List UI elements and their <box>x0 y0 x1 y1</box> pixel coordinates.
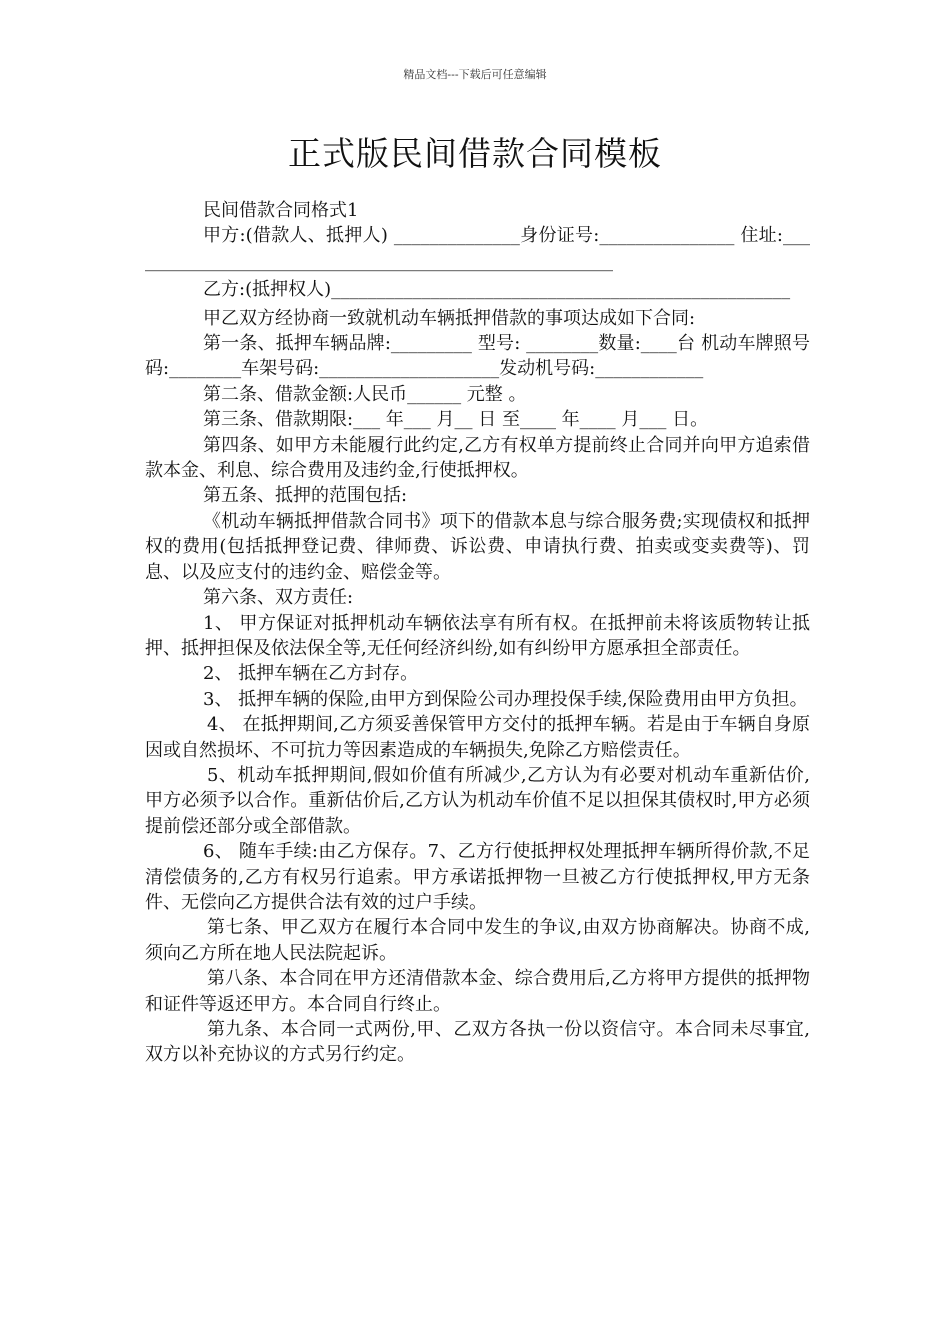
article-8: 第八条、本合同在甲方还清借款本金、综合费用后,乙方将甲方提供的抵押物和证件等返还甲方。本合同自行终止。 <box>145 968 810 1015</box>
article-6: 第六条、双方责任: <box>203 587 354 609</box>
article-1: 第一条、抵押车辆品牌:_________ 型号: ________数量:____台 机动车牌照号码:________车架号码:____________________发动机号码:____________ <box>145 333 810 380</box>
party-a-line: 甲方:(借款人、抵押人) ______________身份证号:_______________ 住址:_______________________________________________________ <box>145 225 810 272</box>
article-6-item-4: 4、 在抵押期间,乙方须妥善保管甲方交付的抵押车辆。若是由于车辆自身原因或自然损坏、不可抗力等因素造成的车辆损失,免除乙方赔偿责任。 <box>145 714 810 761</box>
contract-body <box>145 198 810 1068</box>
article-6-item-5: 5、机动车抵押期间,假如价值有所减少,乙方认为有必要对机动车重新估价,甲方必须予以合作。重新估价后,乙方认为机动车价值不足以担保其债权时,甲方必须提前偿还部分或全部借款。 <box>145 764 810 837</box>
article-6-item-1: 1、 甲方保证对抵押机动车辆依法享有所有权。在抵押前未将该质物转让抵押、抵押担保及依法保全等,无任何经济纠纷,如有纠纷甲方愿承担全部责任。 <box>145 612 810 659</box>
article-6-item-3: 3、 抵押车辆的保险,由甲方到保险公司办理投保手续,保险费用由甲方负担。 <box>203 688 808 710</box>
article-2: 第二条、借款金额:人民币______ 元整 。 <box>203 383 527 405</box>
header-note: 精品文档---下载后可任意编辑 <box>403 68 547 81</box>
article-4: 第四条、如甲方未能履行此约定,乙方有权单方提前终止合同并向甲方追索借款本金、利息、综合费用及违约金,行使抵押权。 <box>145 434 810 482</box>
article-6-item-6-7: 6、 随车手续:由乙方保存。7、乙方行使抵押权处理抵押车辆所得价款,不足清偿债务的,乙方有权另行追索。甲方承诺抵押物一旦被乙方行使抵押权,甲方无条件、无偿向乙方提供合法有效的过户手续。 <box>145 841 810 913</box>
article-7: 第七条、甲乙双方在履行本合同中发生的争议,由双方协商解决。协商不成,须向乙方所在地人民法院起诉。 <box>145 917 810 964</box>
article-9: 第九条、本合同一式两份,甲、乙双方各执一份以资信守。本合同未尽事宜,双方以补充协议的方式另行约定。 <box>145 1019 810 1066</box>
contract-format-label: 民间借款合同格式1 <box>203 200 359 221</box>
preamble: 甲乙双方经协商一致就机动车辆抵押借款的事项达成如下合同: <box>203 307 696 329</box>
article-5: 第五条、抵押的范围包括: <box>203 485 408 507</box>
article-3: 第三条、借款期限:___ 年___ 月__ 日 至____ 年____ 月___ 日。 <box>203 409 709 431</box>
party-b-line: 乙方:(抵押权人)___________________________________________________ <box>203 279 791 301</box>
document-title: 正式版民间借款合同模板 <box>288 134 662 173</box>
article-6-item-2: 2、 抵押车辆在乙方封存。 <box>203 663 419 685</box>
article-5-scope: 《机动车辆抵押借款合同书》项下的借款本息与综合服务费;实现债权和抵押权的费用(包括抵押登记费、律师费、诉讼费、申请执行费、拍卖或变卖费等)、罚息、以及应支付的违约金、赔偿金等。 <box>145 510 810 583</box>
